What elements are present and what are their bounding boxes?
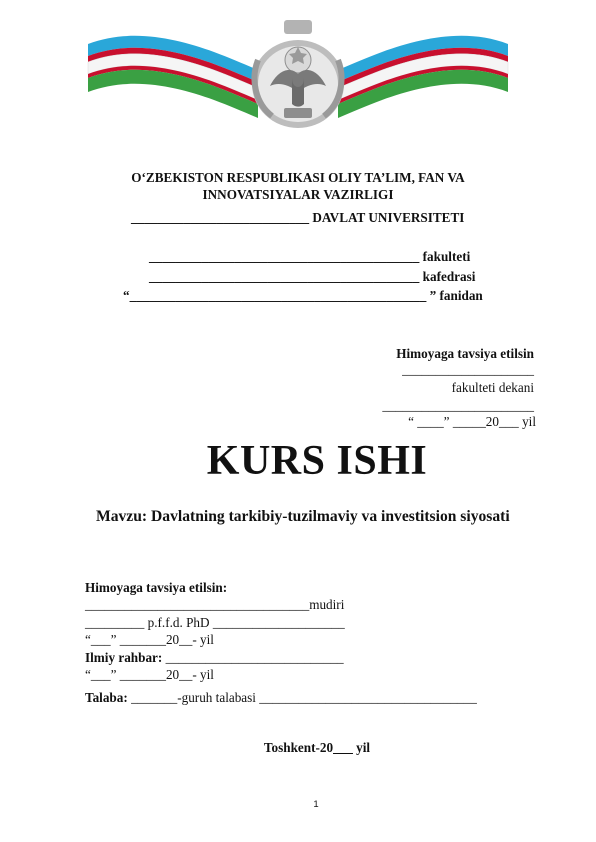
student-line: _______-guruh talabasi _________________________________ [131, 690, 477, 705]
advisor-line: ___________________________ [165, 650, 344, 665]
advisor-label: Ilmiy rahbar: [85, 650, 163, 665]
university-line: ___________________________ DAVLAT UNIVERSITETI [131, 210, 465, 225]
topic [96, 508, 510, 526]
ministry-line-1: O‘ZBEKISTON RESPUBLIKASI OLIY TA’LIM, FAN VA [131, 170, 465, 185]
page-number: 1 [313, 799, 319, 810]
date-line-2: “___” _______20__- yil [85, 667, 214, 682]
coat-of-arms [252, 20, 344, 128]
city-year [0, 740, 596, 756]
ministry-line-2: INNOVATSIYALAR VAZIRLIGI [202, 187, 394, 202]
city-year-suffix: yil [352, 740, 371, 755]
topic-text: Davlatning tarkibiy-tuzilmaviy va investitsion siyosati [151, 508, 510, 525]
state-emblem-image [0, 0, 596, 140]
approval-sign-line: ____________________ [402, 362, 534, 377]
subject-line: “_____________________________________________ ” fanidan [123, 288, 483, 303]
phd-line: _________ p.f.f.d. PhD ____________________ [85, 615, 345, 630]
approval-title: Himoyaga tavsiya etilsin [396, 346, 534, 361]
defense-label: Himoyaga tavsiya etilsin: [85, 580, 228, 595]
dean-label: fakulteti dekani [451, 380, 534, 395]
date-line-1: “___” _______20__- yil [85, 632, 214, 647]
head-line: __________________________________mudiri [85, 597, 345, 612]
topic-label: Mavzu: [96, 508, 148, 525]
advisor-row [85, 650, 344, 666]
faculty-line: _________________________________________ fakulteti [149, 249, 471, 264]
left-flag [88, 36, 258, 118]
approval-line-2: _______________________ [382, 398, 534, 413]
city-year-prefix: Toshkent-20 [263, 740, 334, 755]
approval-date: “ ____” _____20___ yil [408, 414, 536, 429]
city-year-blank: ___ [333, 740, 353, 755]
chair-line: _________________________________________ kafedrasi [149, 269, 476, 284]
student-label: Talaba: [85, 690, 128, 705]
student-row [85, 690, 477, 706]
right-flag [338, 36, 508, 118]
main-title: KURS ISHI [206, 438, 428, 484]
